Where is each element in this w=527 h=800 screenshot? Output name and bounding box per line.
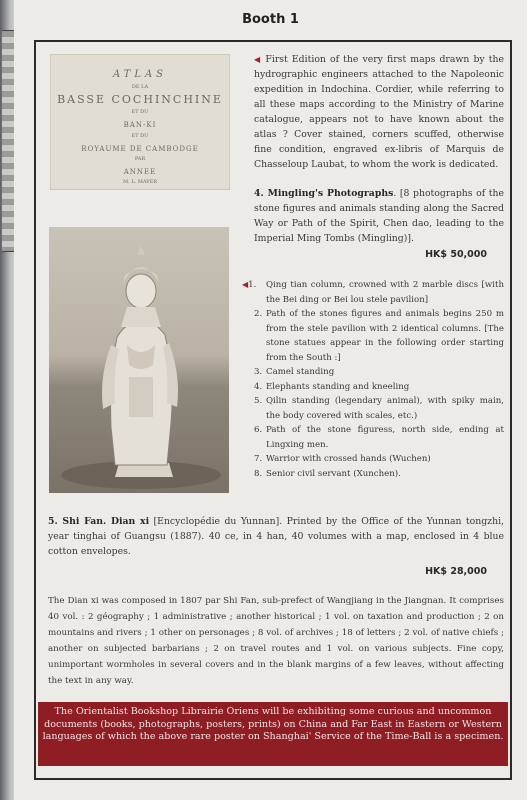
list-item-text: Path of the stone figuress, north side, ending at Lingxing men. (266, 425, 504, 450)
list-item-number: 1. (248, 280, 257, 290)
warrior-statue-icon (49, 227, 229, 493)
item5-description (48, 514, 504, 559)
catalog-page (14, 0, 527, 800)
list-item-text: Senior civil servant (Xunchen). (266, 468, 401, 479)
list-item-number: 3. (254, 367, 263, 377)
atlas-line: BAN-KI (123, 121, 157, 130)
item5-long-description: The Dian xi was composed in 1807 par Shi Fan, sub-prefect of Wangjiang in the Jiangnan. It comprises 40 vol. : 2 géography ; 1 administrative ; another historical ; 1 vol. on taxation and production ; 2 on mountains and rivers ; 1 other on personages ; 8 vol. of archives ; 18 of letters ; 2 vol. of native chiefs ; another on subjected barbarians ; 2 on travel routes and 1 vol. on various subjects. Fine copy, unimportant wormholes in several covers and in the blank margins of a few leaves, without affecting the text in any way. (48, 596, 504, 686)
atlas-cover-image (50, 54, 230, 190)
list-item-text: Elephants standing and kneeling (266, 381, 410, 392)
atlas-line: ROYAUME DE CAMBODGE (81, 144, 199, 153)
item4-title: 4. Mingling's Photographs (254, 188, 394, 199)
atlas-line: ET DU (131, 132, 149, 139)
list-item (254, 394, 504, 423)
list-item (254, 423, 504, 452)
list-item (254, 307, 504, 365)
atlas-line: M. L. MAYER (122, 179, 158, 186)
item3-text: First Edition of the very first maps drawn by the hydrographic engineers attached to the Napoleonic expedition in Indochina. Cordier, while referring to all these maps according to the Ministry of Marine catalogue, appears not to have known about the atlas ? Cover stained, corners scuffed, otherwise fine condition, engraved ex-libris of Marquis de Chasseloup Laubat, to whom the work is dedicated. (254, 54, 504, 170)
atlas-line: ANNEE (123, 167, 157, 176)
atlas-main-title: BASSE COCHINCHINE (57, 93, 223, 106)
statue-photograph (49, 227, 229, 493)
list-item-text: Path of the stones figures and animals begins 250 m from the stele pavilion with 2 identical columns. [The stone statues appear in the following order starting from the South :] (266, 309, 504, 363)
list-item (254, 380, 504, 395)
list-item (254, 452, 504, 467)
list-item-number: 2. (254, 309, 263, 319)
atlas-line: DE LA (131, 84, 149, 90)
list-item-number: 6. (254, 425, 263, 435)
list-item-number: 8. (254, 468, 263, 479)
list-item-text: Warrior with crossed hands (Wuchen) (266, 454, 431, 464)
exhibition-banner: The Orientalist Bookshop Librairie Oriens will be exhibiting some curious and uncommon documents (books, photographs, posters, prints) on China and Far East in Eastern or Western languages of which the above rare poster on Shanghai' Service of the Time-Ball is a specimen. (38, 702, 508, 766)
item4-photo-list (242, 278, 504, 481)
list-item (242, 278, 504, 307)
booth-heading: Booth 1 (242, 12, 299, 27)
atlas-title: ATLAS (112, 69, 168, 80)
item5-title: 5. Shi Fan. Dian xi (48, 516, 150, 527)
list-item-text: Qilin standing (legendary animal), with spiky main, the body covered with scales, etc.) (266, 396, 504, 421)
list-item-text: Qing tian column, crowned with 2 marble discs [with the Bei ding or Bei lou stele pavilion] (266, 280, 504, 305)
item4-description (254, 186, 504, 246)
list-item-number: 5. (254, 396, 263, 406)
atlas-line: PAR (134, 155, 146, 162)
item5-price: HK$ 28,000 (425, 566, 487, 577)
pointer-arrow-icon: ◀ (254, 55, 262, 64)
item3-description (254, 52, 504, 172)
item4-text: . [8 photographs of the stone figures and animals standing along the Sacred Way or Path of the Spirit, Chen dao, leading to the Imperial Ming Tombs (Mingling)]. (254, 188, 505, 244)
list-item-text: Camel standing (266, 367, 335, 377)
item5-text: [Encyclopédie du Yunnan]. Printed by the Office of the Yunnan tongzhi, year tinghai of Guangsu (1887). 40 ce, in 4 han, 40 volumes with a map, enclosed in 4 blue cotton envelopes. (48, 516, 504, 557)
item4-price: HK$ 50,000 (425, 249, 487, 260)
list-item-number: 4. (254, 381, 263, 392)
pointer-arrow-icon: ◀ (242, 280, 249, 289)
list-item (254, 365, 504, 380)
list-item-number: 7. (254, 454, 263, 464)
atlas-line: ET DU (131, 109, 149, 116)
list-item (254, 467, 504, 482)
